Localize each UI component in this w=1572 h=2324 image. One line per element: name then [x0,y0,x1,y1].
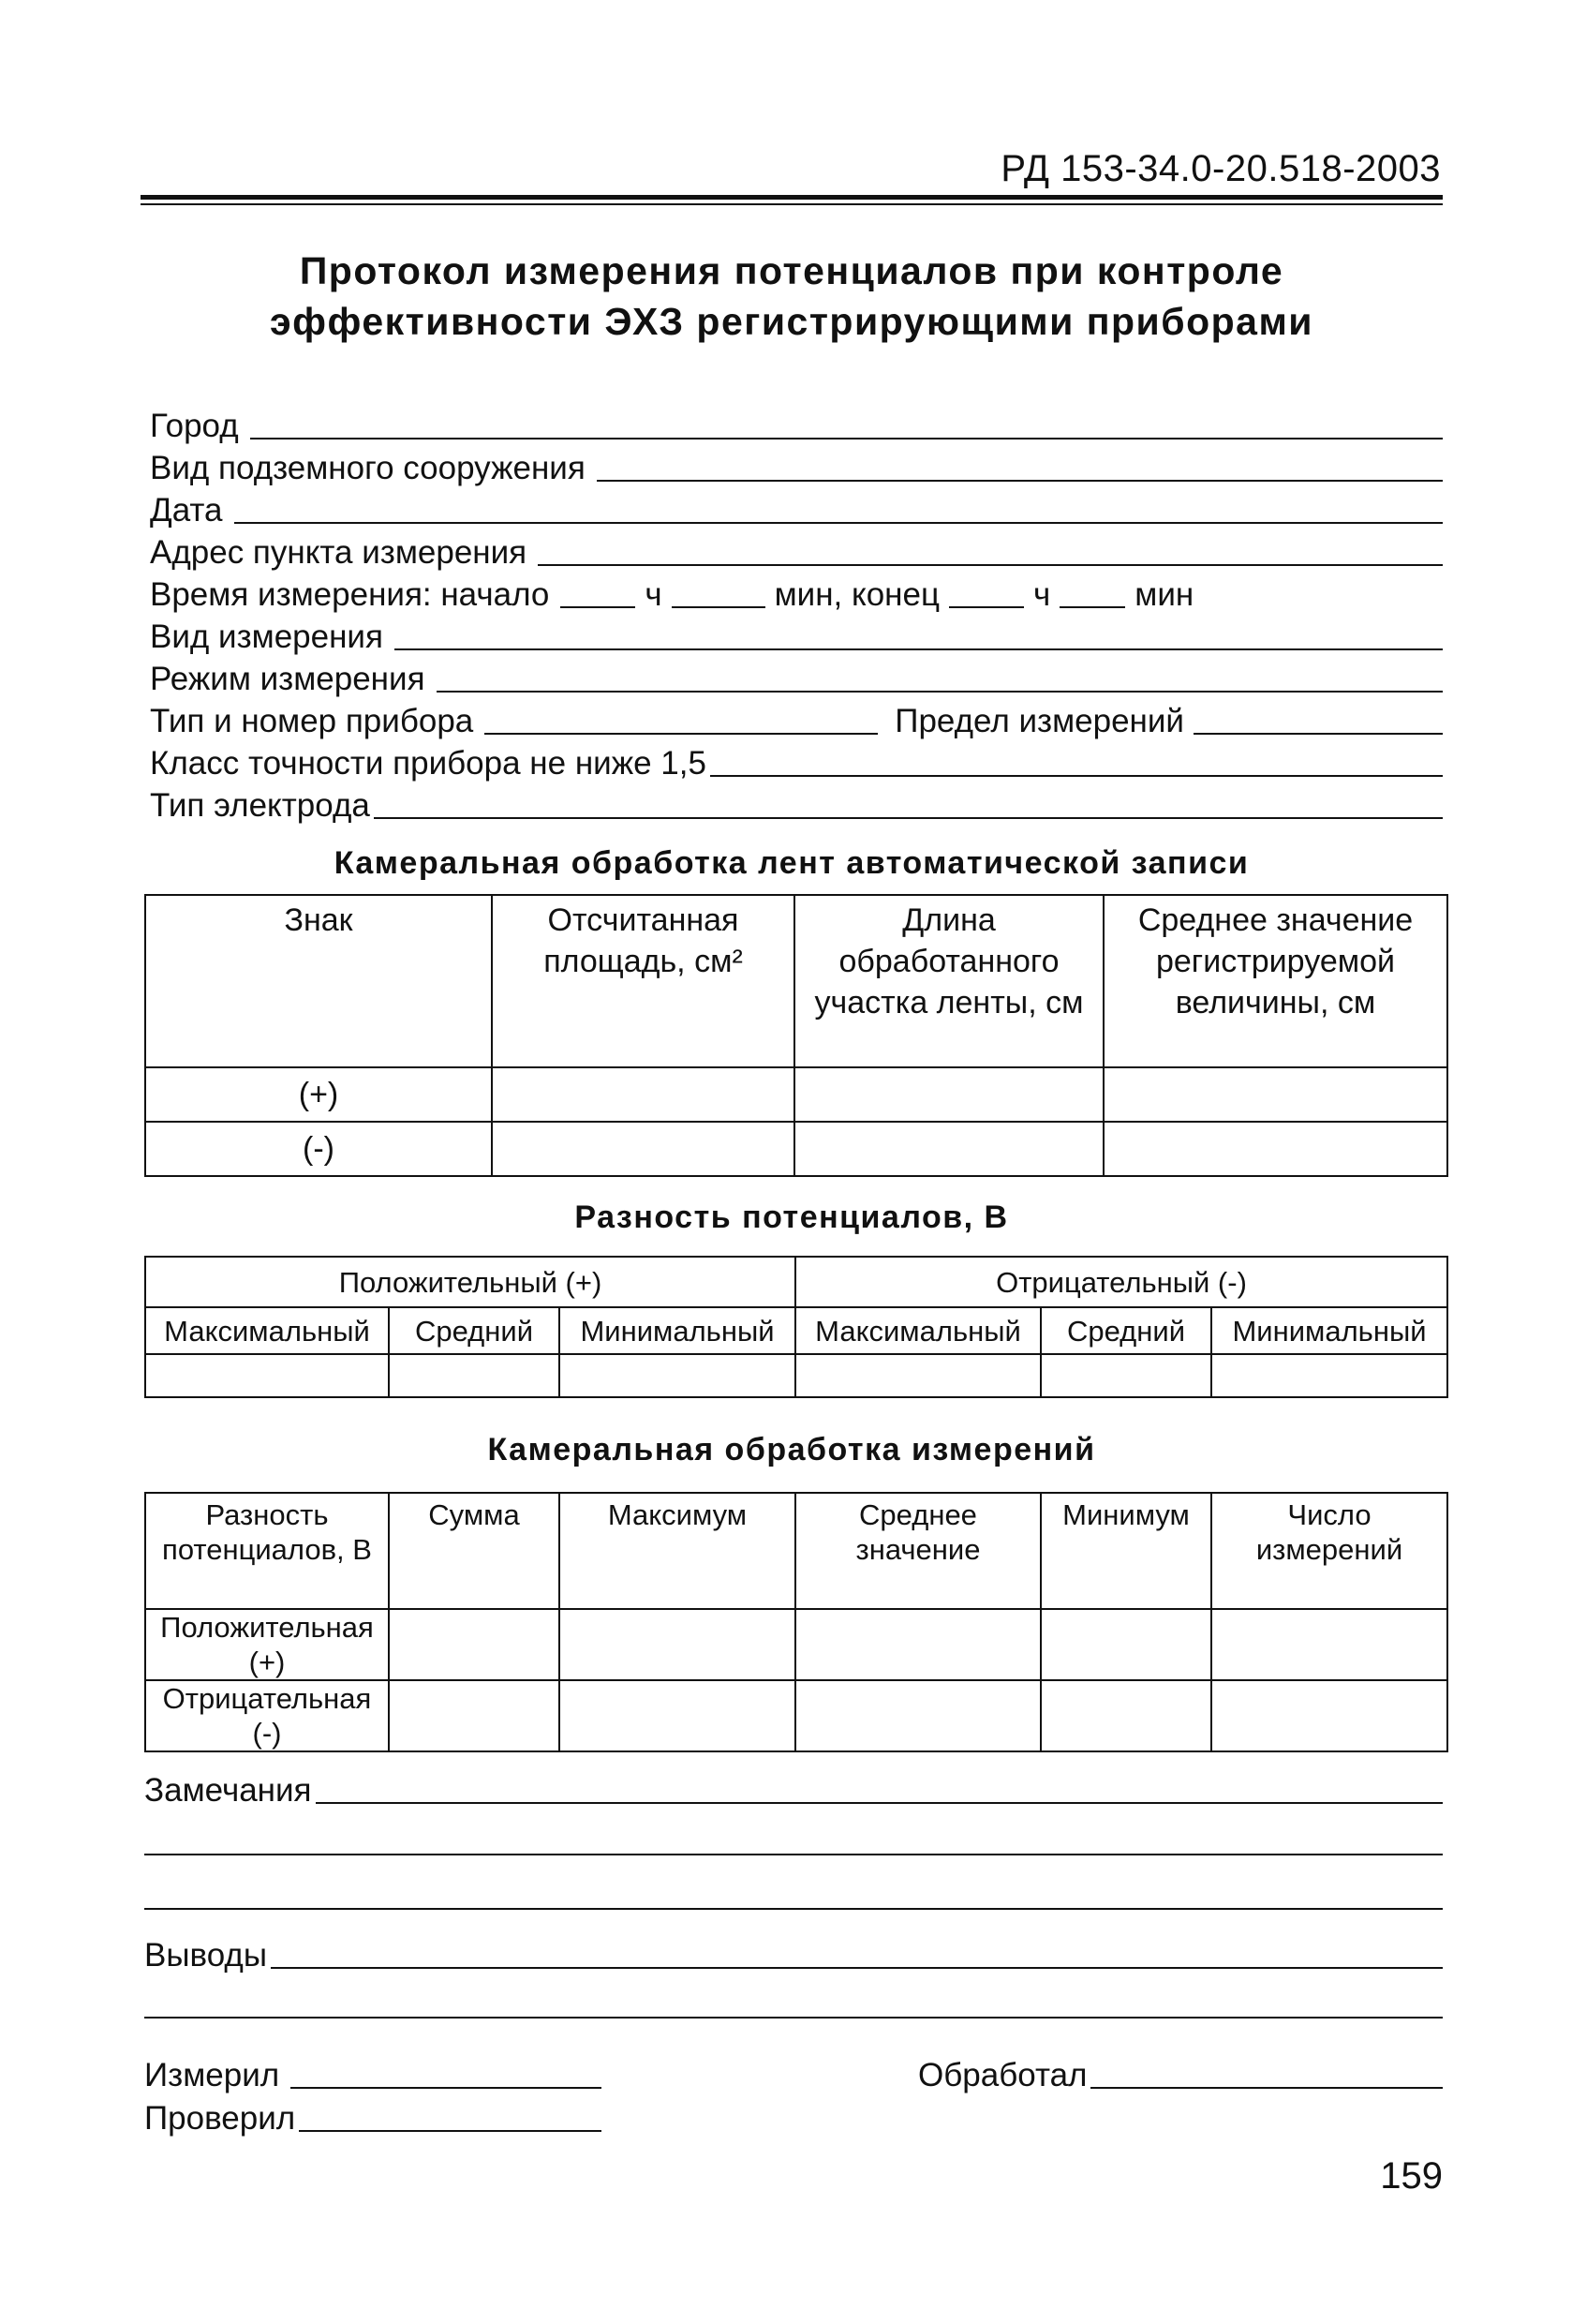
field-device[interactable] [150,698,1443,740]
fill-line[interactable] [374,816,1443,819]
subheader-cell: Средний [1041,1307,1211,1354]
subheader-cell: Минимальный [1211,1307,1447,1354]
group-header-positive: Положительный (+) [145,1257,795,1307]
page-number: 159 [1380,2155,1443,2197]
data-cell[interactable] [795,1609,1041,1680]
field-label: Адрес пункта измерения [150,534,527,571]
data-cell[interactable] [1104,1067,1447,1122]
field-city[interactable] [150,403,1443,445]
field-remarks[interactable] [144,1767,1443,1810]
field-label: Режим измерения [150,661,425,697]
field-address[interactable] [150,529,1443,572]
fill-line[interactable] [250,437,1443,439]
field-label: Дата [150,492,223,529]
field-label: Время измерения: начало [150,576,550,613]
row-label-cell: Отрицательная (-) [145,1680,389,1751]
section-title-measurement-processing: Камеральная обработка измерений [487,1432,1096,1467]
title-line-1: Протокол измерения потенциалов при контроле [299,249,1284,292]
data-cell[interactable] [492,1122,794,1176]
time-min-end-label: мин, конец [774,576,941,613]
data-cell[interactable] [145,1354,389,1397]
header-cell: Отсчитанная площадь, см² [492,895,794,1067]
data-cell[interactable] [389,1609,559,1680]
tape-processing-table [144,894,1448,1177]
header-cell: Сумма [389,1493,559,1609]
data-cell[interactable] [794,1067,1104,1122]
header-cell: Число измерений [1211,1493,1447,1609]
fill-line-end-minutes[interactable] [1060,605,1125,608]
data-cell[interactable] [1041,1609,1211,1680]
fill-line-end-hours[interactable] [949,605,1024,608]
time-hours-label-2: ч [1033,576,1051,613]
fill-line[interactable] [316,1801,1443,1804]
subheader-cell: Минимальный [559,1307,795,1354]
field-label: Вид подземного сооружения [150,450,586,486]
doc-code: РД 153-34.0-20.518-2003 [1001,148,1441,189]
data-cell[interactable] [1041,1680,1211,1751]
header-rule-thin [141,203,1443,205]
field-electrode[interactable] [150,782,1443,825]
time-hours-label: ч [645,576,662,613]
field-label: Замечания [144,1772,312,1809]
field-label: Выводы [144,1937,267,1974]
fill-line[interactable] [394,648,1443,650]
page-title [141,246,1443,347]
row-label-cell: (+) [145,1067,492,1122]
fill-line-start-minutes[interactable] [672,605,765,608]
remarks-line-3[interactable] [144,1908,1443,1910]
data-cell[interactable] [1104,1122,1447,1176]
remarks-line-2[interactable] [144,1854,1443,1855]
data-cell[interactable] [794,1122,1104,1176]
fill-line[interactable] [538,563,1443,566]
field-time[interactable] [150,572,1443,614]
field-label: Обработал [918,2057,1088,2093]
fill-line-start-hours[interactable] [560,605,635,608]
data-cell[interactable] [1211,1680,1447,1751]
fill-line-device[interactable] [484,732,878,735]
field-structure-type[interactable] [150,445,1443,487]
potential-difference-table [144,1256,1448,1398]
header-cell: Длина обработанного участка ленты, см [794,895,1104,1067]
fill-line[interactable] [271,1966,1443,1969]
section-title-tape-processing: Камеральная обработка лент автоматической записи [334,845,1250,881]
fill-line[interactable] [1090,2086,1443,2089]
title-line-2: эффективности ЭХЗ регистрирующими приборами [269,300,1313,343]
field-checked[interactable] [144,2095,601,2138]
field-processed[interactable] [918,2052,1443,2094]
header-cell: Разность потенциалов, В [145,1493,389,1609]
time-min-label: мин [1135,576,1194,613]
field-measured[interactable] [144,2052,601,2094]
fill-line[interactable] [437,690,1443,693]
data-cell[interactable] [1211,1609,1447,1680]
fill-line[interactable] [710,774,1443,777]
row-label-cell: (-) [145,1122,492,1176]
field-label: Класс точности прибора не ниже 1,5 [150,745,706,782]
data-cell[interactable] [559,1680,795,1751]
fill-line-range[interactable] [1194,732,1443,735]
measurement-processing-table [144,1492,1448,1752]
data-cell[interactable] [795,1680,1041,1751]
field-label-range: Предел измерений [895,703,1184,739]
subheader-cell: Средний [389,1307,559,1354]
fill-line[interactable] [597,479,1443,482]
fill-line[interactable] [299,2129,601,2132]
data-cell[interactable] [389,1680,559,1751]
subheader-cell: Максимальный [795,1307,1041,1354]
field-label: Измерил [144,2057,280,2093]
data-cell[interactable] [492,1067,794,1122]
field-measure-type[interactable] [150,614,1443,656]
row-label-cell: Положительная (+) [145,1609,389,1680]
subheader-cell: Максимальный [145,1307,389,1354]
header-cell: Максимум [559,1493,795,1609]
field-label: Проверил [144,2100,296,2137]
header-cell: Минимум [1041,1493,1211,1609]
data-cell[interactable] [389,1354,559,1397]
header-rule-thick [141,195,1443,200]
fill-line[interactable] [234,521,1443,524]
data-cell[interactable] [1041,1354,1211,1397]
conclusions-line-2[interactable] [144,2017,1443,2019]
section-title-potential-difference: Разность потенциалов, В [574,1199,1009,1235]
data-cell[interactable] [559,1354,795,1397]
data-cell[interactable] [559,1609,795,1680]
data-cell[interactable] [1211,1354,1447,1397]
field-date[interactable] [150,487,1443,529]
data-cell[interactable] [795,1354,1041,1397]
field-accuracy[interactable] [150,740,1443,782]
field-label: Тип и номер прибора [150,703,474,739]
fill-line[interactable] [290,2086,601,2089]
field-label: Вид измерения [150,618,383,655]
header-cell: Знак [145,895,492,1067]
field-conclusions[interactable] [144,1932,1443,1974]
group-header-negative: Отрицательный (-) [795,1257,1447,1307]
field-label: Город [150,408,239,444]
header-cell: Среднее значение [795,1493,1041,1609]
field-label: Тип электрода [150,787,370,824]
field-measure-mode[interactable] [150,656,1443,698]
header-cell: Среднее значение регистрируемой величины, см [1104,895,1447,1067]
